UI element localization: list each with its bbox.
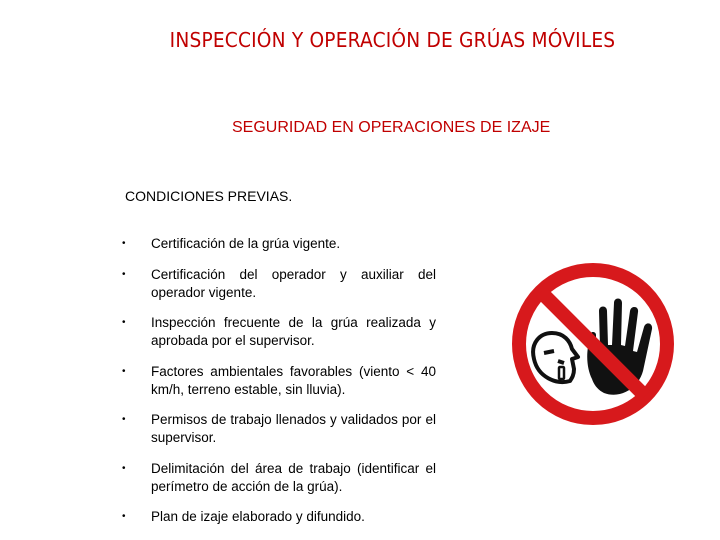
list-item-text: Delimitación del área de trabajo (identificar el perímetro de acción de la grúa). xyxy=(151,460,436,494)
bullet-icon: • xyxy=(122,511,126,522)
list-item-text: Certificación del operador y auxiliar del operador vigente. xyxy=(151,266,436,300)
list-item xyxy=(122,460,436,496)
bullet-icon: • xyxy=(122,462,126,474)
list-item-text: Certificación de la grúa vigente. xyxy=(151,236,341,251)
list-item xyxy=(122,314,436,350)
section-heading: CONDICIONES PREVIAS. xyxy=(125,188,293,204)
list-item xyxy=(122,508,436,526)
person-head-icon xyxy=(533,333,578,382)
conditions-list xyxy=(122,235,436,539)
bullet-icon: • xyxy=(122,238,126,249)
list-item xyxy=(122,235,436,253)
no-access-prohibition-icon xyxy=(508,259,678,429)
list-item xyxy=(122,363,436,399)
list-item xyxy=(122,411,436,447)
list-item xyxy=(122,266,436,302)
list-item-text: Permisos de trabajo llenados y validados por el supervisor. xyxy=(151,412,436,445)
list-item-text: Factores ambientales favorables (viento < 40 km/h, terreno estable, sin lluvia). xyxy=(151,363,436,397)
list-item-text: Inspección frecuente de la grúa realizada y aprobada por el supervisor. xyxy=(151,315,436,348)
bullet-icon: • xyxy=(122,317,126,328)
slide-title: INSPECCIÓN Y OPERACIÓN DE GRÚAS MÓVILES xyxy=(169,28,616,52)
bullet-icon: • xyxy=(122,414,126,425)
bullet-icon: • xyxy=(122,268,126,280)
slide-subtitle: SEGURIDAD EN OPERACIONES DE IZAJE xyxy=(232,119,551,136)
list-item-text: Plan de izaje elaborado y difundido. xyxy=(151,509,365,524)
bullet-icon: • xyxy=(122,365,126,377)
